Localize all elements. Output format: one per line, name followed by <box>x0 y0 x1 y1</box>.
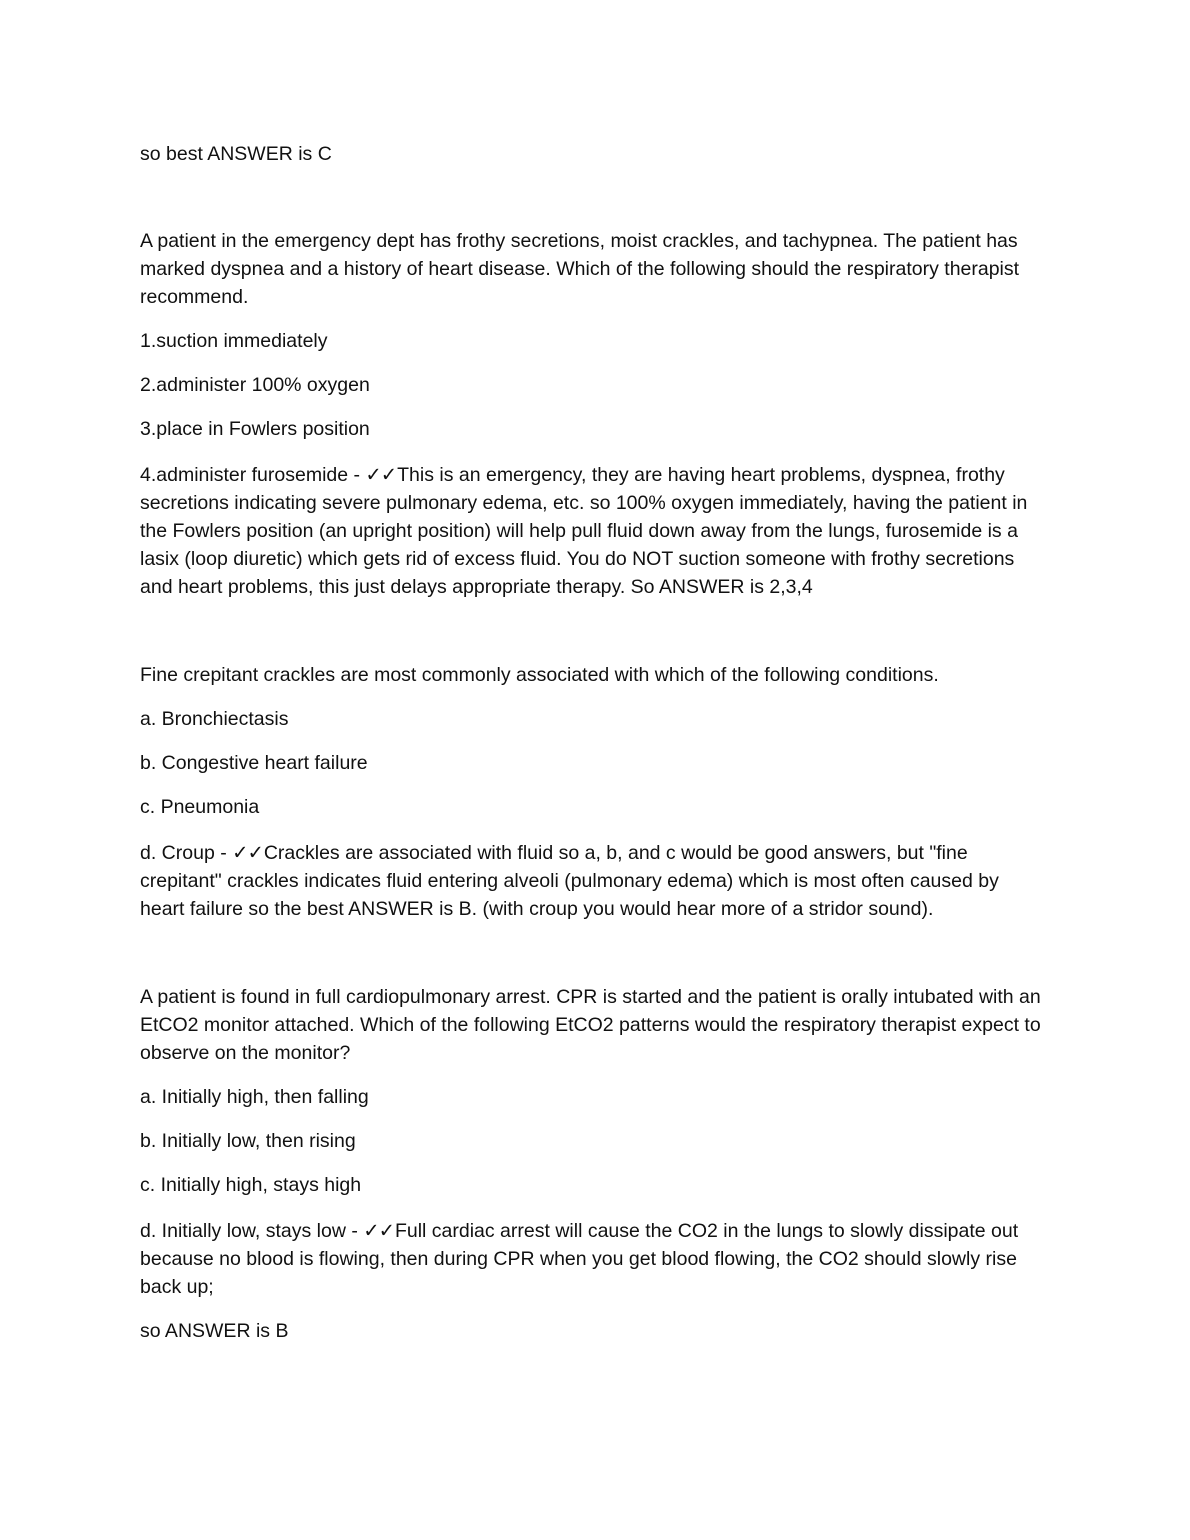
question-3-option-d-label: d. Initially low, stays low - <box>140 1220 364 1242</box>
question-1-option-2: 2.administer 100% oxygen <box>140 374 370 396</box>
question-1-option-1: 1.suction immediately <box>140 330 328 352</box>
question-2-option-d-label: d. Croup - <box>140 842 233 864</box>
question-2-option-d-answer <box>140 839 1045 923</box>
question-3-option-d-answer <box>140 1217 1045 1301</box>
question-3-option-a: a. Initially high, then falling <box>140 1086 369 1108</box>
double-checkmark-icon: ✓✓ <box>232 841 263 864</box>
question-1-explanation: This is an emergency, they are having heart problems, dyspnea, frothy secretions indicating severe pulmonary edema, etc. so 100% oxygen immediately, having the patient in the Fowlers position (an upright position) will help pull fluid down away from the lungs, furosemide is a lasix (loop diuretic) which gets rid of excess fluid. You do NOT suction someone with frothy secretions and heart problems, this just delays appropriate therapy. So ANSWER is 2,3,4 <box>140 464 1028 598</box>
double-checkmark-icon: ✓✓ <box>363 1219 394 1242</box>
question-3-stem: A patient is found in full cardiopulmonary arrest. CPR is started and the patient is orally intubated with an EtCO2 monitor attached. Which of the following EtCO2 patterns would the respiratory therapist expect to observe on the monitor? <box>140 986 1041 1064</box>
question-2-option-c: c. Pneumonia <box>140 796 260 818</box>
question-2-option-b: b. Congestive heart failure <box>140 752 368 774</box>
intro-answer: so best ANSWER is C <box>140 143 332 165</box>
question-2-explanation: Crackles are associated with fluid so a, b, and c would be good answers, but "fine crepitant" crackles indicates fluid entering alveoli (pulmonary edema) which is most often caused by heart failure so the best ANSWER is B. (with croup you would hear more of a stridor sound). <box>140 842 999 920</box>
question-3-option-c: c. Initially high, stays high <box>140 1174 362 1196</box>
question-1-option-4-answer <box>140 461 1045 601</box>
question-3-explanation: Full cardiac arrest will cause the CO2 in the lungs to slowly dissipate out because no blood is flowing, then during CPR when you get blood flowing, the CO2 should slowly rise back up; <box>140 1220 1019 1298</box>
double-checkmark-icon: ✓✓ <box>365 463 397 486</box>
question-2-option-a: a. Bronchiectasis <box>140 708 289 730</box>
question-3-final-answer: so ANSWER is B <box>140 1320 289 1342</box>
question-3-option-b: b. Initially low, then rising <box>140 1130 356 1152</box>
question-1-option-3: 3.place in Fowlers position <box>140 418 370 440</box>
question-1-stem: A patient in the emergency dept has frothy secretions, moist crackles, and tachypnea. The patient has marked dyspnea and a history of heart disease. Which of the following should the respiratory therapist recommend. <box>140 230 1020 308</box>
question-2-stem: Fine crepitant crackles are most commonly associated with which of the following conditions. <box>140 664 939 686</box>
question-1-option-4-label: 4.administer furosemide - <box>140 464 366 486</box>
